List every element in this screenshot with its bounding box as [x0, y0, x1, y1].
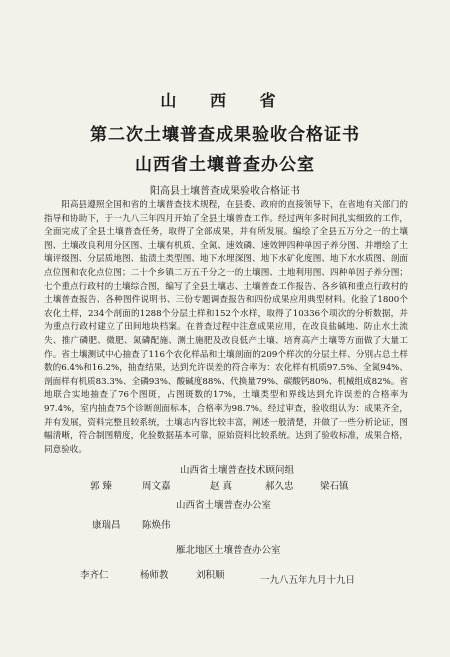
signatory-name: 郝久忠 — [265, 481, 294, 492]
signatory-name: 梁石镇 — [320, 481, 349, 492]
issuing-office-title: 山西省土壤普查办公室 — [135, 155, 315, 175]
signatory-name: 周文嘉 — [142, 481, 171, 492]
signatory-name: 赵 真 — [210, 481, 233, 492]
district-office-heading: 雁北地区土壤普查办公室 — [176, 545, 281, 556]
signatory-name: 李齐仁 — [80, 570, 109, 581]
body-paragraph: 阳高县遵照全国和省的土壤普查技术规程，在县委、政府的直接领导下，在省地有关部门的指导和协助下，于一九八三年四月开始了全县土壤普查工作。经过两年多时间扎实细致的工作，全面完成了全县土壤普查任务，取得了全部成果，并有所发展。编绘了全县五万分之一的土壤图、土壤改良利用分区图、土壤有机质、全氮、速效磷、速效钾四种单因子养分图、并增绘了土壤评级图、分层质地图、盐渍土类型图、地下水埋深图、地下水矿化度图、地下水水质图、剖面点位图和农化点位图；二十个乡镇二万五千分之一的土壤图、土地利用图、四种单因子养分图；七个重点行政村的土壤综合图，编写了全县土壤志、土壤普查工作报告、各乡镇和重点行政村的土壤普查报告、各种图件说明书、三份专题调查报告和四份成果应用典型材料。化验了1800个农化土样，234个剖面的1288个分层土样和152个水样，取得了10336个项次的分析数据，并为重点行政村建立了田间地块档案。在普查过程中注意成果应用，在改良盐碱地、防止水土流失、推广磷肥、微肥、氮磷配施、测土施肥及改良低产土壤、培育高产土壤等方面做了大量工作。省土壤测试中心抽查了116个农化样品和土壤剖面的209个样次的分层土样、分别占总土样数的6.4%和16.2%，抽查结果，达到允许误差的符合率为：农化样有机质97.5%、全氮94%、剖面样有机质83.3%、全磷93%、酸碱度88%、代换量79%、碳酸钙80%、机械组成82%。省地联合实地抽查了76个图斑，占图斑数的17%，土壤类型和界线达到允许误差的合格率为97.4%，室内抽查75个诊断剖面标本，合格率为98.7%。经过审查，验收组认为：成果齐全，并有发展，资料完整且较系统，土壤志内容比较丰富，阐述一般清楚，并做了一些分析论证，图幅清晰，符合制图精度，化验数据基本可靠，原始资料比较系统。达到了验收标准，成果合格，同意验收。 — [44, 200, 408, 455]
certificate-title: 第二次土壤普查成果验收合格证书 — [90, 125, 360, 145]
certificate-body — [44, 199, 408, 457]
provincial-office-heading: 山西省土壤普查办公室 — [176, 500, 272, 511]
signatory-name: 刘积顺 — [196, 570, 225, 581]
issue-date: 一九八五年九月十九日 — [260, 575, 356, 586]
signatory-name: 杨师教 — [140, 570, 169, 581]
signatory-name: 陈焕伟 — [142, 520, 171, 531]
signatory-name: 郭 臻 — [90, 481, 113, 492]
advisory-group-heading: 山西省土壤普查技术顾问组 — [180, 465, 295, 476]
province-heading: 山 西 省 — [160, 91, 290, 110]
signatory-name: 康瑞昌 — [92, 520, 121, 531]
certificate-subtitle: 阳高县土壤普查成果验收合格证书 — [150, 186, 300, 197]
